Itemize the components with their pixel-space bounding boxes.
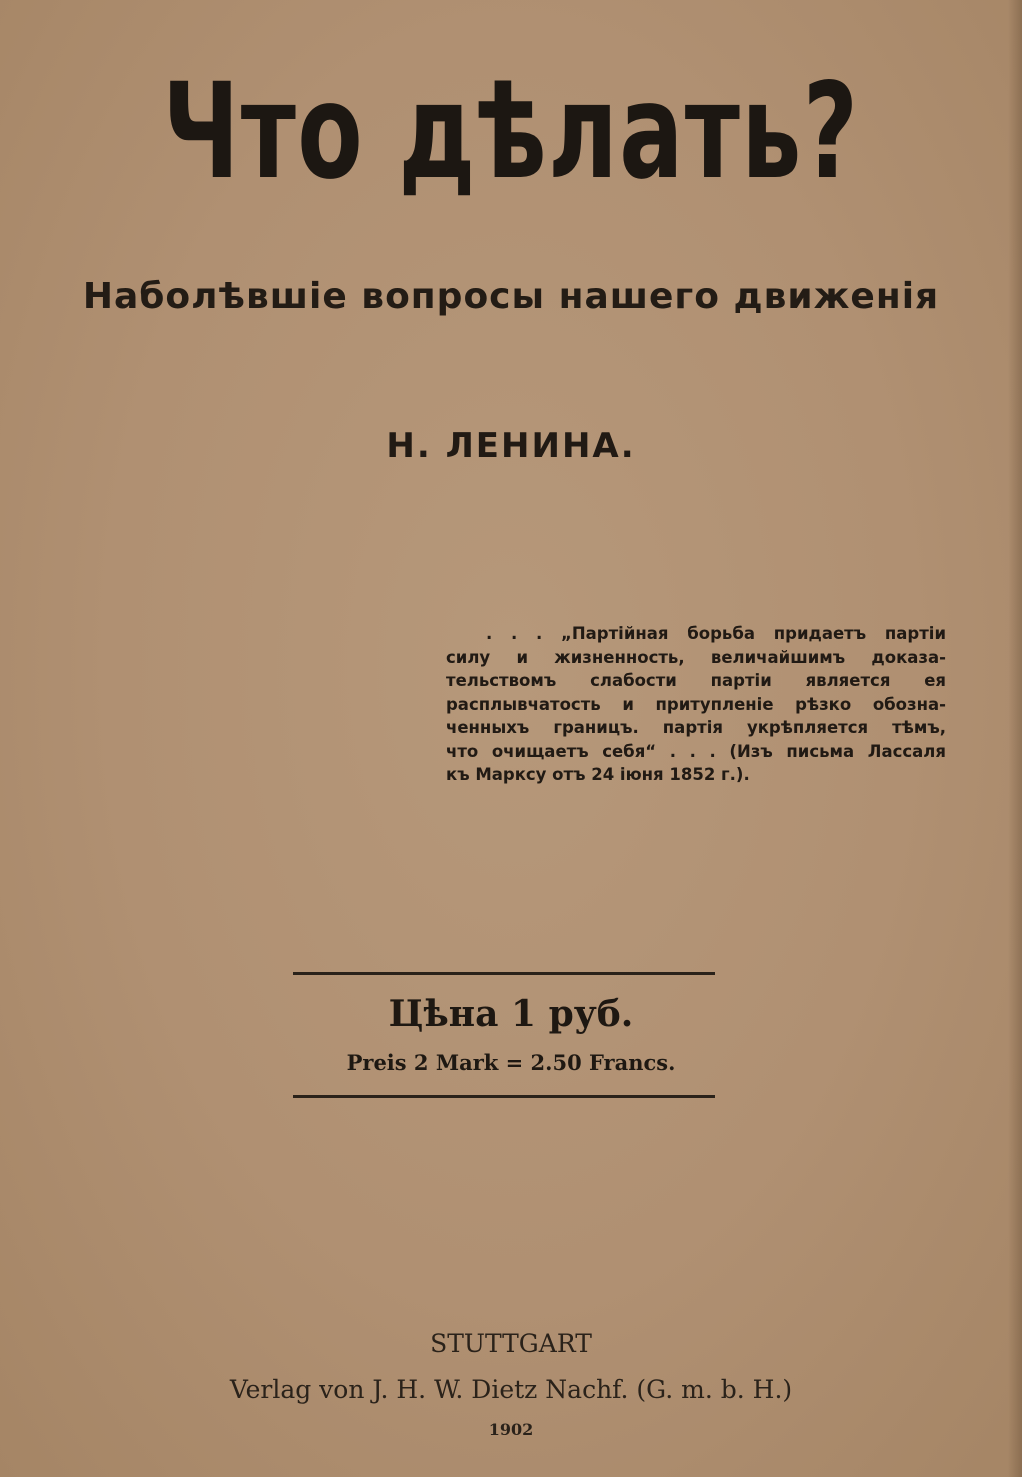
epigraph-line: ченныхъ границъ. партія укрѣпляется тѣмъ, [446, 718, 946, 737]
imprint-year: 1902 [488, 1420, 534, 1439]
imprint-city: STUTTGART [430, 1329, 592, 1358]
epigraph-line: . . . „Партійная борьба придаетъ партіи [486, 624, 946, 643]
page-edge-shadow [1008, 0, 1022, 1477]
price-russian: Цѣна 1 руб. [388, 993, 634, 1035]
epigraph-line: расплывчатость и притупленіе рѣзко обозна- [446, 694, 946, 714]
price-rule-bottom [293, 1095, 715, 1098]
epigraph-line: силу и жизненность, величайшимъ доказа- [446, 647, 946, 667]
imprint-publisher: Verlag von J. H. W. Dietz Nachf. (G. m. b. H.) [229, 1375, 793, 1404]
epigraph-line: тельствомъ слабости партіи является ея [446, 671, 946, 690]
author-name: Н. ЛЕНИНА. [386, 426, 636, 466]
book-title: Что дѣлать? [162, 55, 860, 209]
price-german: Preis 2 Mark = 2.50 Francs. [346, 1050, 676, 1075]
book-subtitle: Наболѣвшіе вопросы нашего движенія [82, 276, 940, 317]
epigraph-line: что очищаетъ себя“ . . . (Изъ письма Лассаля [446, 741, 946, 761]
epigraph-line: къ Марксу отъ 24 іюня 1852 г.). [446, 765, 750, 784]
epigraph [446, 622, 946, 787]
price-rule-top [293, 972, 715, 975]
